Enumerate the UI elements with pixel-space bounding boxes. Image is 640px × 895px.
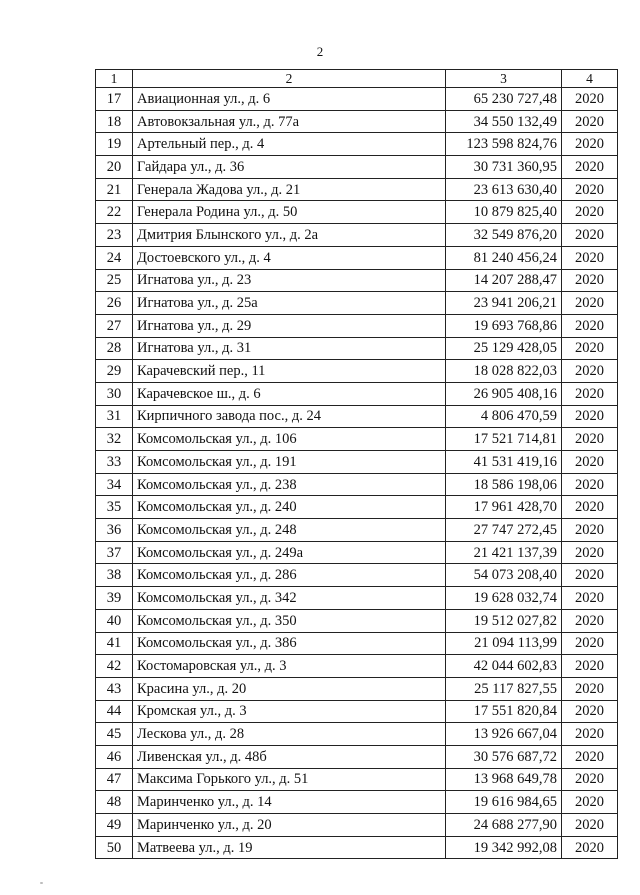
row-address: Игнатова ул., д. 23 (133, 269, 446, 292)
row-number: 35 (96, 496, 133, 519)
row-year: 2020 (562, 314, 618, 337)
row-year: 2020 (562, 723, 618, 746)
row-address: Комсомольская ул., д. 238 (133, 473, 446, 496)
column-header-number: 1 (96, 70, 133, 88)
row-number: 26 (96, 292, 133, 315)
table-row (96, 110, 618, 133)
address-table (95, 69, 618, 859)
row-number: 33 (96, 451, 133, 474)
row-number: 30 (96, 382, 133, 405)
table-row (96, 224, 618, 247)
table-row (96, 360, 618, 383)
row-number: 43 (96, 677, 133, 700)
row-amount: 30 731 360,95 (446, 156, 562, 179)
row-address: Маринченко ул., д. 14 (133, 791, 446, 814)
table-row (96, 677, 618, 700)
row-amount: 30 576 687,72 (446, 745, 562, 768)
row-amount: 21 421 137,39 (446, 541, 562, 564)
row-address: Комсомольская ул., д. 386 (133, 632, 446, 655)
row-year: 2020 (562, 814, 618, 837)
row-number: 20 (96, 156, 133, 179)
row-address: Дмитрия Блынского ул., д. 2а (133, 224, 446, 247)
row-number: 42 (96, 655, 133, 678)
row-year: 2020 (562, 768, 618, 791)
table-row (96, 745, 618, 768)
row-number: 31 (96, 405, 133, 428)
table-row (96, 587, 618, 610)
row-address: Автовокзальная ул., д. 77а (133, 110, 446, 133)
row-address: Карачевский пер., 11 (133, 360, 446, 383)
row-address: Комсомольская ул., д. 191 (133, 451, 446, 474)
row-number: 44 (96, 700, 133, 723)
table-row (96, 246, 618, 269)
row-year: 2020 (562, 428, 618, 451)
table-row (96, 88, 618, 111)
row-address: Комсомольская ул., д. 342 (133, 587, 446, 610)
table-row (96, 133, 618, 156)
row-year: 2020 (562, 609, 618, 632)
row-amount: 25 129 428,05 (446, 337, 562, 360)
column-header-year: 4 (562, 70, 618, 88)
table-header (96, 70, 618, 88)
row-amount: 18 028 822,03 (446, 360, 562, 383)
row-address: Кромская ул., д. 3 (133, 700, 446, 723)
row-number: 46 (96, 745, 133, 768)
row-address: Маринченко ул., д. 20 (133, 814, 446, 837)
table-row (96, 768, 618, 791)
row-year: 2020 (562, 519, 618, 542)
row-year: 2020 (562, 587, 618, 610)
row-number: 32 (96, 428, 133, 451)
row-year: 2020 (562, 791, 618, 814)
table-row (96, 156, 618, 179)
row-number: 34 (96, 473, 133, 496)
row-year: 2020 (562, 632, 618, 655)
row-year: 2020 (562, 405, 618, 428)
row-amount: 10 879 825,40 (446, 201, 562, 224)
table-row (96, 473, 618, 496)
row-amount: 42 044 602,83 (446, 655, 562, 678)
row-amount: 23 613 630,40 (446, 178, 562, 201)
row-year: 2020 (562, 473, 618, 496)
table-row (96, 451, 618, 474)
row-number: 17 (96, 88, 133, 111)
row-year: 2020 (562, 745, 618, 768)
table-row (96, 655, 618, 678)
table-row (96, 541, 618, 564)
row-year: 2020 (562, 836, 618, 859)
row-number: 29 (96, 360, 133, 383)
row-year: 2020 (562, 382, 618, 405)
row-address: Артельный пер., д. 4 (133, 133, 446, 156)
row-number: 18 (96, 110, 133, 133)
row-number: 28 (96, 337, 133, 360)
row-amount: 4 806 470,59 (446, 405, 562, 428)
table-header-row (96, 70, 618, 88)
row-address: Комсомольская ул., д. 248 (133, 519, 446, 542)
row-year: 2020 (562, 337, 618, 360)
table-row (96, 405, 618, 428)
row-year: 2020 (562, 201, 618, 224)
scan-speck (40, 882, 43, 884)
row-year: 2020 (562, 677, 618, 700)
row-year: 2020 (562, 360, 618, 383)
row-amount: 65 230 727,48 (446, 88, 562, 111)
row-number: 21 (96, 178, 133, 201)
row-number: 41 (96, 632, 133, 655)
row-year: 2020 (562, 269, 618, 292)
row-address: Достоевского ул., д. 4 (133, 246, 446, 269)
row-address: Авиационная ул., д. 6 (133, 88, 446, 111)
table-row (96, 791, 618, 814)
row-address: Лескова ул., д. 28 (133, 723, 446, 746)
row-amount: 13 968 649,78 (446, 768, 562, 791)
row-amount: 19 512 027,82 (446, 609, 562, 632)
row-address: Ливенская ул., д. 48б (133, 745, 446, 768)
table-row (96, 269, 618, 292)
table-row (96, 496, 618, 519)
row-address: Матвеева ул., д. 19 (133, 836, 446, 859)
table-row (96, 337, 618, 360)
row-number: 49 (96, 814, 133, 837)
row-number: 38 (96, 564, 133, 587)
row-amount: 19 628 032,74 (446, 587, 562, 610)
row-year: 2020 (562, 451, 618, 474)
column-header-amount: 3 (446, 70, 562, 88)
row-amount: 17 551 820,84 (446, 700, 562, 723)
row-address: Игнатова ул., д. 25а (133, 292, 446, 315)
row-year: 2020 (562, 700, 618, 723)
row-amount: 14 207 288,47 (446, 269, 562, 292)
row-number: 37 (96, 541, 133, 564)
row-address: Игнатова ул., д. 29 (133, 314, 446, 337)
row-address: Комсомольская ул., д. 249а (133, 541, 446, 564)
row-number: 25 (96, 269, 133, 292)
row-year: 2020 (562, 292, 618, 315)
row-amount: 19 342 992,08 (446, 836, 562, 859)
table-row (96, 814, 618, 837)
table-body (96, 88, 618, 859)
table-row (96, 836, 618, 859)
row-amount: 21 094 113,99 (446, 632, 562, 655)
row-number: 36 (96, 519, 133, 542)
table-row (96, 201, 618, 224)
row-address: Карачевское ш., д. 6 (133, 382, 446, 405)
row-amount: 17 961 428,70 (446, 496, 562, 519)
row-address: Комсомольская ул., д. 286 (133, 564, 446, 587)
row-amount: 34 550 132,49 (446, 110, 562, 133)
row-amount: 123 598 824,76 (446, 133, 562, 156)
row-year: 2020 (562, 178, 618, 201)
row-number: 24 (96, 246, 133, 269)
row-year: 2020 (562, 246, 618, 269)
row-number: 19 (96, 133, 133, 156)
table-row (96, 314, 618, 337)
row-year: 2020 (562, 88, 618, 111)
row-amount: 25 117 827,55 (446, 677, 562, 700)
column-header-address: 2 (133, 70, 446, 88)
row-amount: 41 531 419,16 (446, 451, 562, 474)
page-number: 2 (316, 44, 324, 59)
row-year: 2020 (562, 133, 618, 156)
row-amount: 27 747 272,45 (446, 519, 562, 542)
row-number: 45 (96, 723, 133, 746)
row-number: 50 (96, 836, 133, 859)
row-number: 47 (96, 768, 133, 791)
table-row (96, 609, 618, 632)
row-year: 2020 (562, 156, 618, 179)
row-number: 40 (96, 609, 133, 632)
row-number: 27 (96, 314, 133, 337)
table-row (96, 178, 618, 201)
table-row (96, 700, 618, 723)
table-row (96, 564, 618, 587)
row-address: Комсомольская ул., д. 106 (133, 428, 446, 451)
row-address: Костомаровская ул., д. 3 (133, 655, 446, 678)
row-amount: 13 926 667,04 (446, 723, 562, 746)
row-address: Максима Горького ул., д. 51 (133, 768, 446, 791)
row-year: 2020 (562, 110, 618, 133)
table-row (96, 382, 618, 405)
row-amount: 18 586 198,06 (446, 473, 562, 496)
table-row (96, 519, 618, 542)
row-amount: 17 521 714,81 (446, 428, 562, 451)
row-amount: 19 616 984,65 (446, 791, 562, 814)
row-number: 48 (96, 791, 133, 814)
row-address: Комсомольская ул., д. 240 (133, 496, 446, 519)
row-number: 23 (96, 224, 133, 247)
row-number: 22 (96, 201, 133, 224)
table-row (96, 428, 618, 451)
row-address: Комсомольская ул., д. 350 (133, 609, 446, 632)
row-year: 2020 (562, 564, 618, 587)
row-amount: 26 905 408,16 (446, 382, 562, 405)
table-row (96, 632, 618, 655)
row-amount: 54 073 208,40 (446, 564, 562, 587)
row-year: 2020 (562, 541, 618, 564)
row-amount: 32 549 876,20 (446, 224, 562, 247)
table-row (96, 723, 618, 746)
row-address: Генерала Родина ул., д. 50 (133, 201, 446, 224)
row-year: 2020 (562, 655, 618, 678)
row-address: Гайдара ул., д. 36 (133, 156, 446, 179)
row-year: 2020 (562, 496, 618, 519)
row-address: Генерала Жадова ул., д. 21 (133, 178, 446, 201)
row-address: Игнатова ул., д. 31 (133, 337, 446, 360)
row-amount: 24 688 277,90 (446, 814, 562, 837)
row-number: 39 (96, 587, 133, 610)
row-address: Кирпичного завода пос., д. 24 (133, 405, 446, 428)
row-amount: 23 941 206,21 (446, 292, 562, 315)
row-amount: 81 240 456,24 (446, 246, 562, 269)
row-address: Красина ул., д. 20 (133, 677, 446, 700)
row-year: 2020 (562, 224, 618, 247)
table-row (96, 292, 618, 315)
row-amount: 19 693 768,86 (446, 314, 562, 337)
